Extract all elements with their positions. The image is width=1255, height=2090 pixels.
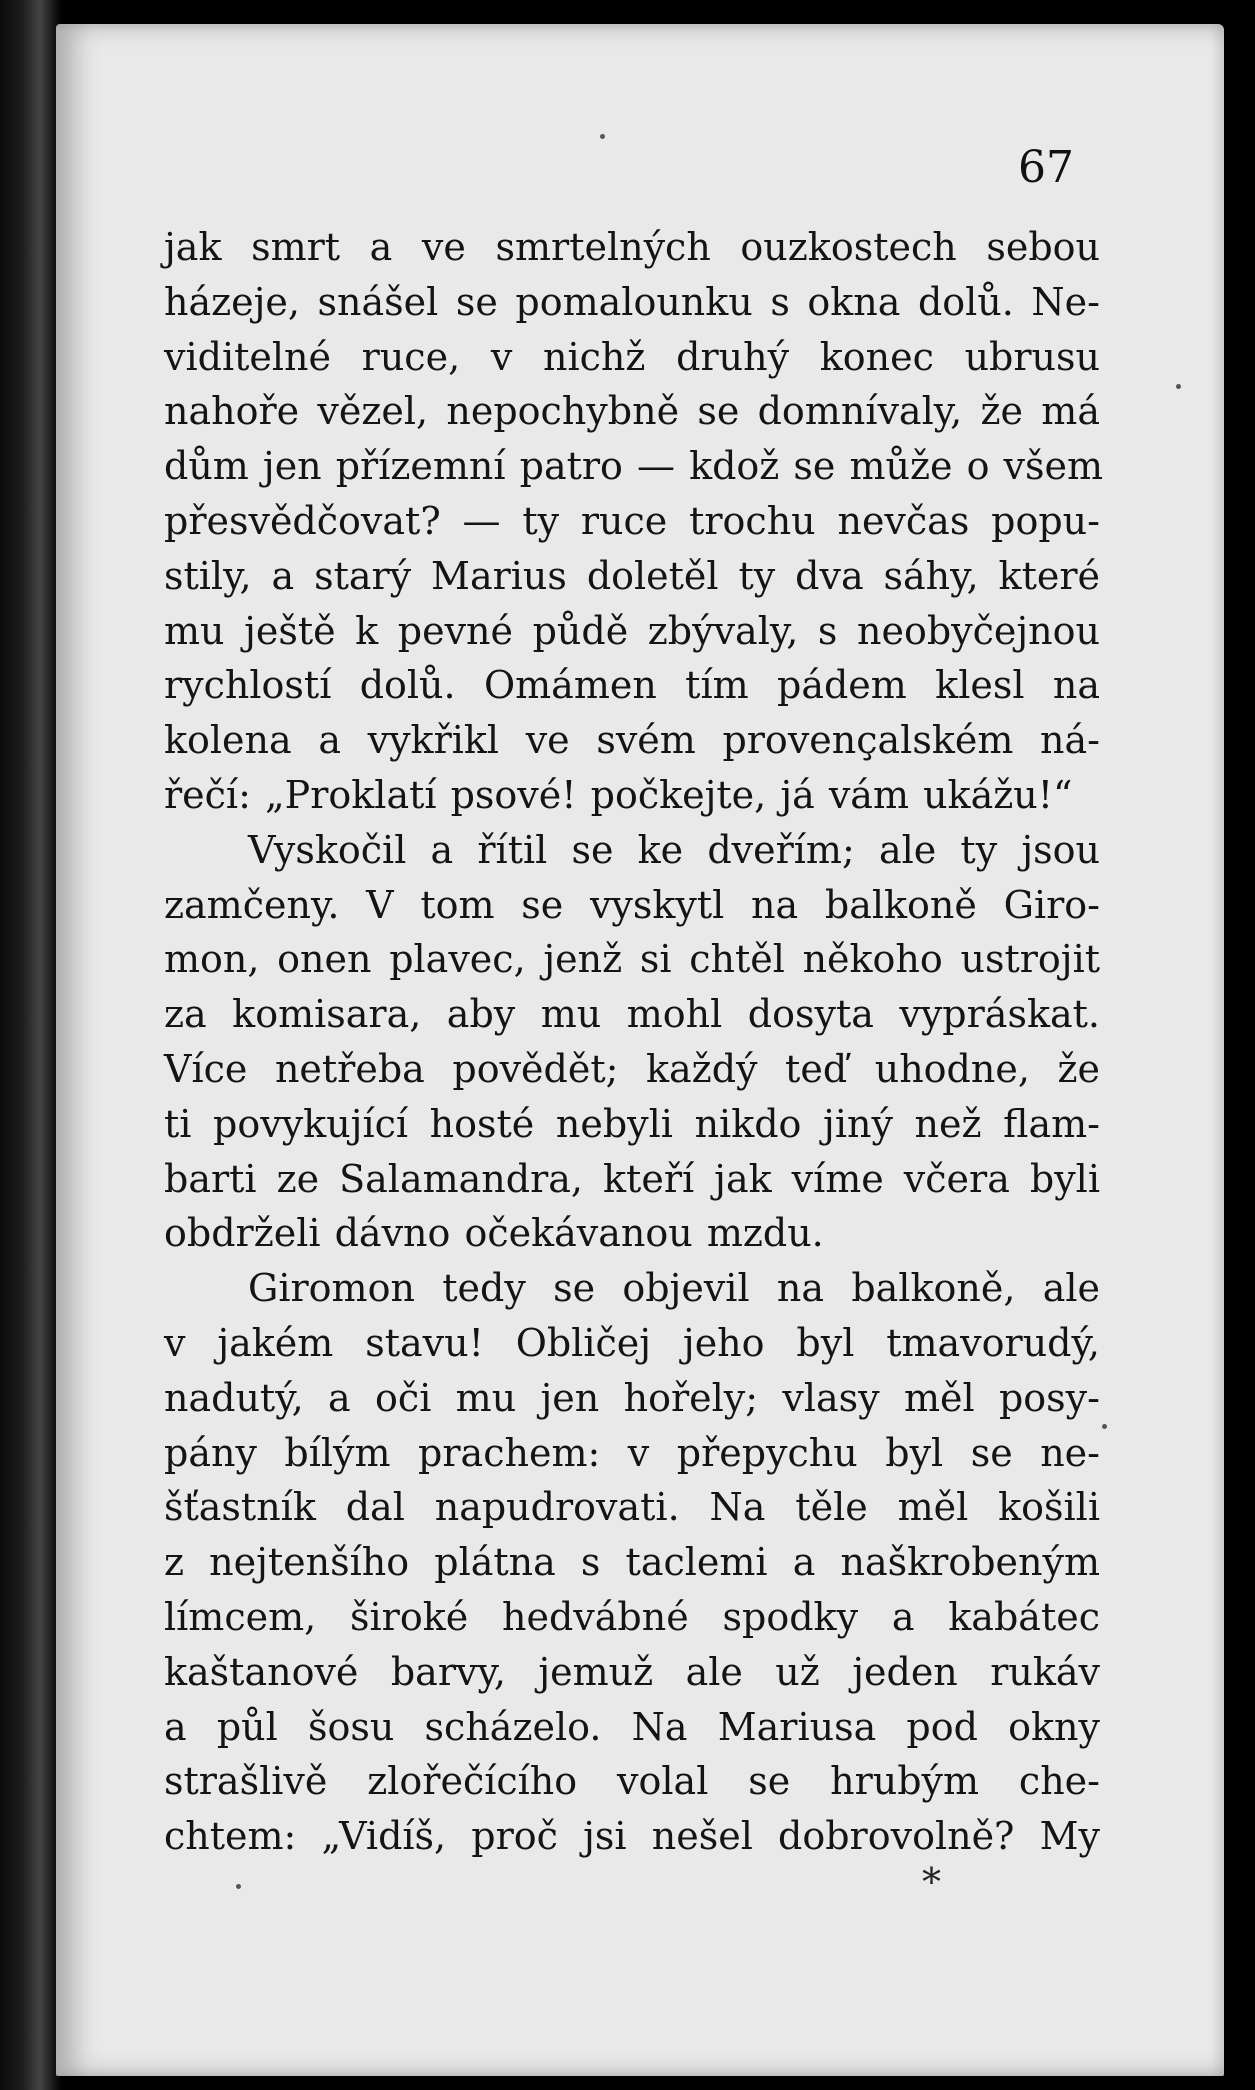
text-line: nahoře vězel, nepochybně se domnívaly, že má <box>164 389 1100 434</box>
text-line: mon, onen plavec, jenž si chtěl někoho ustrojit <box>164 937 1100 982</box>
paper-speck <box>236 1884 241 1889</box>
page-sheet <box>56 24 1224 2076</box>
text-line: házeje, snášel se pomalounku s okna dolů. Ne- <box>164 279 1100 324</box>
paragraph-1 <box>164 220 1104 823</box>
text-line: chtem: „Vidíš, proč jsi nešel dobrovolně? My <box>164 1814 1100 1859</box>
text-line: šťastník dal napudrovati. Na těle měl košili <box>164 1485 1100 1530</box>
text-line: Giromon tedy se objevil na balkoně, ale <box>248 1266 1100 1311</box>
text-line: z nejtenšího plátna s taclemi a naškrobeným <box>164 1540 1100 1585</box>
paper-speck <box>600 134 605 139</box>
text-line: límcem, široké hedvábné spodky a kabátec <box>164 1594 1100 1639</box>
text-line: pány bílým prachem: v přepychu byl se ne- <box>164 1430 1100 1475</box>
text-line: řečí: „Proklatí psové! počkejte, já vám ukážu!“ <box>164 772 1073 817</box>
text-line: strašlivě zlořečícího volal se hrubým che- <box>164 1759 1100 1804</box>
text-line: viditelné ruce, v nichž druhý konec ubrusu <box>164 334 1100 379</box>
paragraph-2 <box>164 823 1100 1261</box>
text-line: přesvědčovat? — ty ruce trochu nevčas popu- <box>164 498 1100 543</box>
text-line: za komisara, aby mu mohl dosyta vypráskat. <box>164 992 1100 1037</box>
text-line: zamčeny. V tom se vyskytl na balkoně Giro- <box>164 882 1100 927</box>
page-number: 67 <box>1018 142 1074 193</box>
text-line: kaštanové barvy, jemuž ale už jeden rukáv <box>164 1649 1100 1694</box>
text-line: obdrželi dávno očekávanou mzdu. <box>164 1211 824 1256</box>
text-line: a půl šosu scházelo. Na Mariusa pod okny <box>164 1704 1100 1749</box>
text-line: dům jen přízemní patro — kdož se může o všem <box>164 444 1104 489</box>
paper-speck <box>1102 1424 1107 1429</box>
text-line: Více netřeba povědět; každý teď uhodne, že <box>164 1046 1100 1091</box>
text-line: v jakém stavu! Obličej jeho byl tmavorudý, <box>164 1320 1100 1365</box>
text-line: mu ještě k pevné půdě zbývaly, s neobyčejnou <box>164 608 1100 653</box>
text-line: barti ze Salamandra, kteří jak víme včera byli <box>164 1156 1100 1201</box>
text-line: ti povykující hosté nebyli nikdo jiný než flam- <box>164 1101 1100 1146</box>
signature-mark: * <box>922 1860 941 1904</box>
paragraph-3 <box>164 1261 1100 1864</box>
paper-speck <box>1176 384 1181 389</box>
text-line: kolena a vykřikl ve svém provençalském ná- <box>164 718 1100 763</box>
body-text <box>164 220 1104 1864</box>
text-line: Vyskočil a řítil se ke dveřím; ale ty jsou <box>248 827 1100 872</box>
text-line: nadutý, a oči mu jen hořely; vlasy měl posy- <box>164 1375 1100 1420</box>
text-line: rychlostí dolů. Omámen tím pádem klesl na <box>164 663 1100 708</box>
text-line: stily, a starý Marius doletěl ty dva sáhy, které <box>164 553 1100 598</box>
text-line: jak smrt a ve smrtelných ouzkostech sebou <box>164 225 1100 269</box>
